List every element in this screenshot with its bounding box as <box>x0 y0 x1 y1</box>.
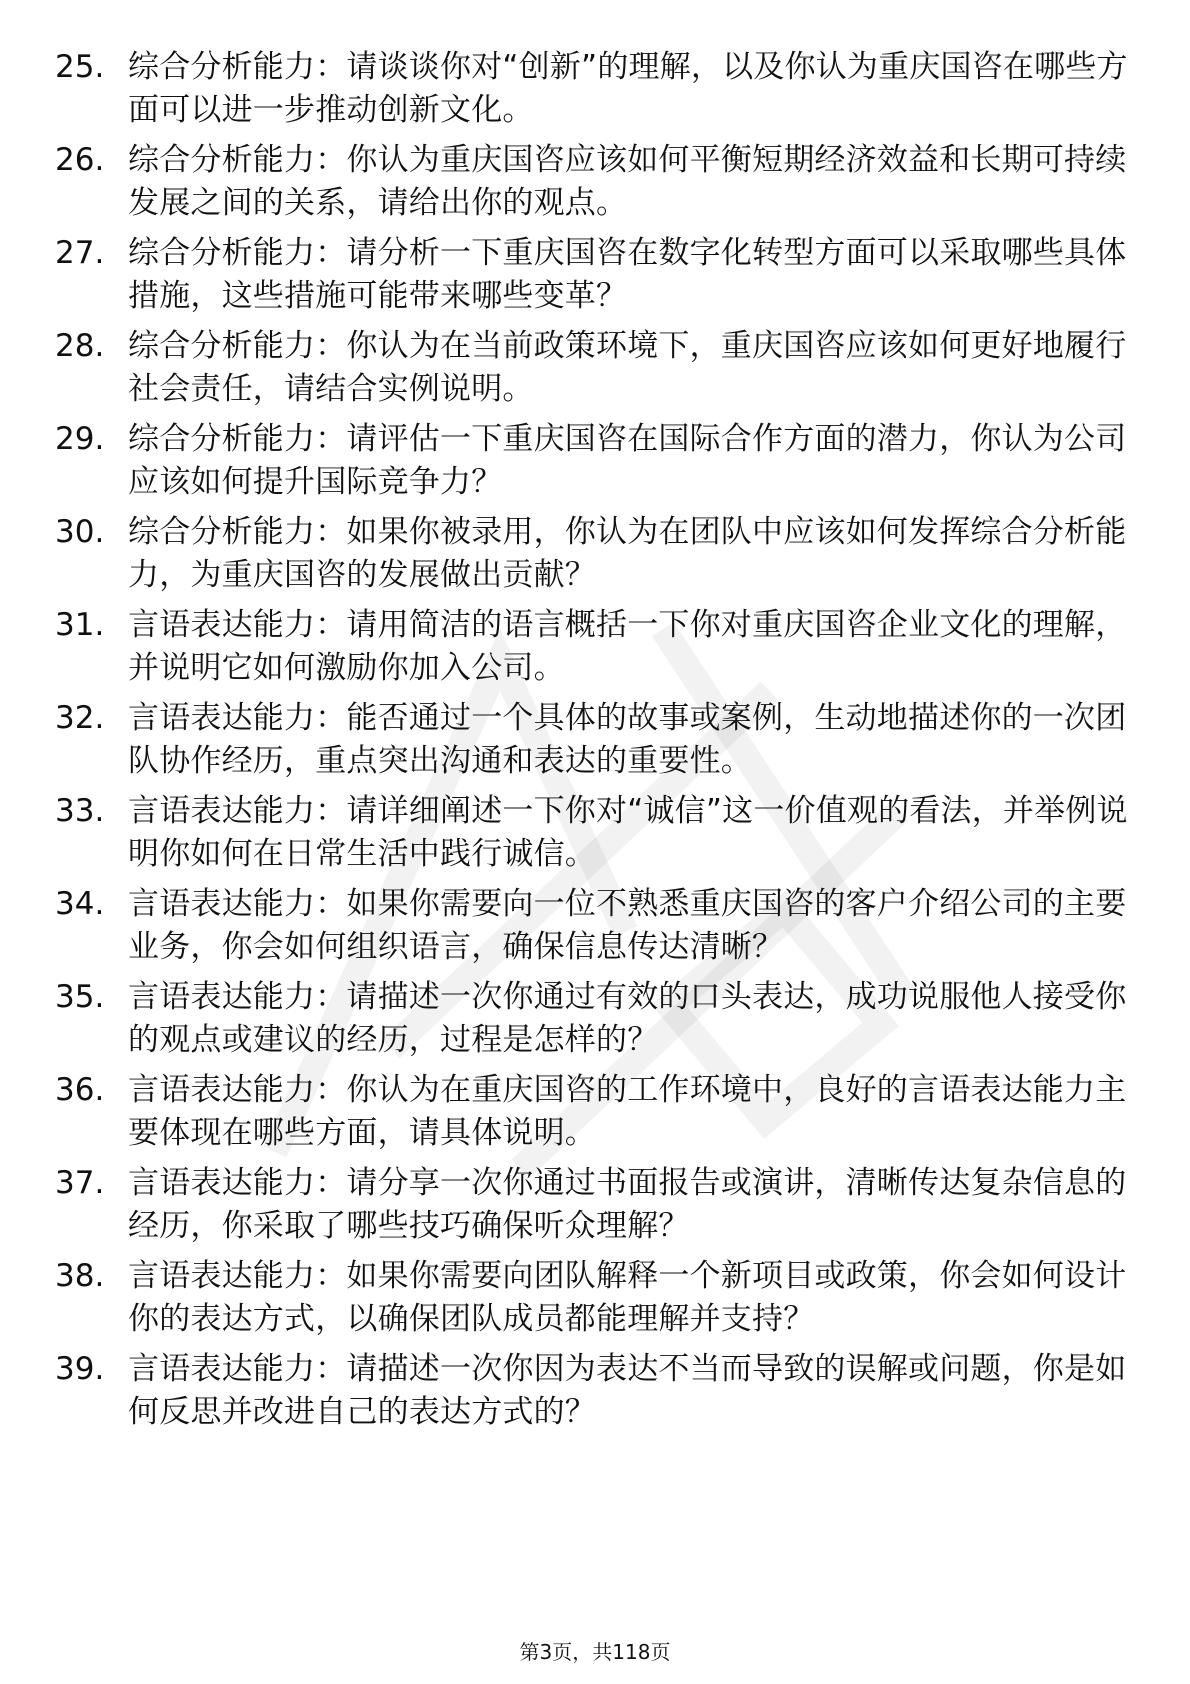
question-number: 38. <box>55 1258 105 1294</box>
question-text: 言语表达能力：请描述一次你因为表达不当而导致的误解或问题，你是如何反思并改进自己的表达方式的？ <box>128 1351 1127 1430</box>
list-item <box>55 325 1135 418</box>
list-item <box>55 418 1135 511</box>
list-item <box>55 1348 1135 1441</box>
question-number: 31. <box>55 607 105 643</box>
question-text: 综合分析能力：如果你被录用，你认为在团队中应该如何发挥综合分析能力，为重庆国咨的发展做出贡献？ <box>128 514 1127 593</box>
list-item <box>55 976 1135 1069</box>
question-text: 言语表达能力：请分享一次你通过书面报告或演讲，清晰传达复杂信息的经历，你采取了哪些技巧确保听众理解？ <box>128 1165 1127 1244</box>
question-number: 35. <box>55 979 105 1015</box>
list-item <box>55 139 1135 232</box>
question-number: 33. <box>55 793 105 829</box>
list-item <box>55 46 1135 139</box>
page-number-label: 第3页，共118页 <box>519 1640 671 1664</box>
question-text: 综合分析能力：请评估一下重庆国咨在国际合作方面的潜力，你认为公司应该如何提升国际竞争力？ <box>128 421 1127 500</box>
list-item <box>55 697 1135 790</box>
question-number: 37. <box>55 1165 105 1201</box>
list-item <box>55 232 1135 325</box>
question-number: 36. <box>55 1072 105 1108</box>
question-number: 34. <box>55 886 105 922</box>
page-footer <box>0 1636 1190 1665</box>
question-text: 言语表达能力：你认为在重庆国咨的工作环境中，良好的言语表达能力主要体现在哪些方面，请具体说明。 <box>128 1072 1127 1151</box>
question-text: 言语表达能力：请用简洁的语言概括一下你对重庆国咨企业文化的理解，并说明它如何激励你加入公司。 <box>128 607 1127 686</box>
question-number: 28. <box>55 328 105 364</box>
list-item <box>55 604 1135 697</box>
question-text: 言语表达能力：请描述一次你通过有效的口头表达，成功说服他人接受你的观点或建议的经历，过程是怎样的？ <box>128 979 1127 1058</box>
question-text: 言语表达能力：请详细阐述一下你对“诚信”这一价值观的看法，并举例说明你如何在日常生活中践行诚信。 <box>128 793 1128 872</box>
list-item <box>55 511 1135 604</box>
list-item <box>55 1069 1135 1162</box>
question-number: 26. <box>55 142 105 178</box>
question-number: 39. <box>55 1351 105 1387</box>
question-list <box>55 46 1135 1441</box>
question-number: 30. <box>55 514 105 550</box>
list-item <box>55 883 1135 976</box>
list-item <box>55 1162 1135 1255</box>
list-item <box>55 790 1135 883</box>
question-text: 言语表达能力：如果你需要向团队解释一个新项目或政策，你会如何设计你的表达方式，以确保团队成员都能理解并支持？ <box>128 1258 1127 1337</box>
question-text: 综合分析能力：请分析一下重庆国咨在数字化转型方面可以采取哪些具体措施，这些措施可能带来哪些变革？ <box>128 235 1127 314</box>
question-number: 29. <box>55 421 105 457</box>
question-text: 综合分析能力：请谈谈你对“创新”的理解，以及你认为重庆国咨在哪些方面可以进一步推动创新文化。 <box>128 49 1128 128</box>
question-text: 综合分析能力：你认为重庆国咨应该如何平衡短期经济效益和长期可持续发展之间的关系，请给出你的观点。 <box>128 142 1127 221</box>
question-text: 言语表达能力：如果你需要向一位不熟悉重庆国咨的客户介绍公司的主要业务，你会如何组织语言，确保信息传达清晰？ <box>128 886 1127 965</box>
question-number: 27. <box>55 235 105 271</box>
list-item <box>55 1255 1135 1348</box>
question-text: 言语表达能力：能否通过一个具体的故事或案例，生动地描述你的一次团队协作经历，重点突出沟通和表达的重要性。 <box>128 700 1127 779</box>
question-text: 综合分析能力：你认为在当前政策环境下，重庆国咨应该如何更好地履行社会责任，请结合实例说明。 <box>128 328 1127 407</box>
question-number: 25. <box>55 49 105 85</box>
question-number: 32. <box>55 700 105 736</box>
